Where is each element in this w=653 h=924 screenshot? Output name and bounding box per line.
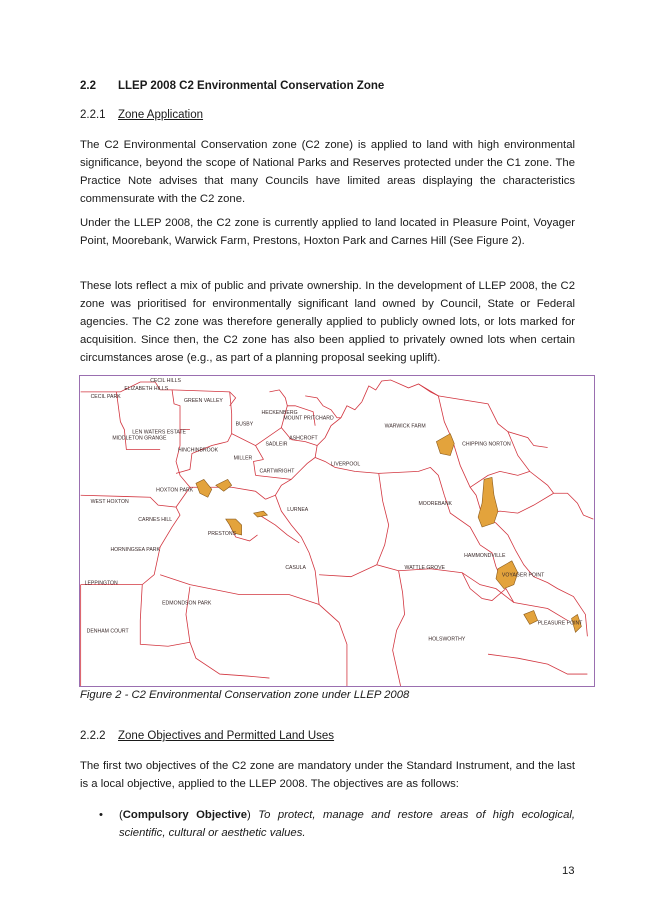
map-label: MIDDLETON GRANGE [112,435,167,442]
map-label: CASULA [285,564,306,571]
subsection-heading-zone-application [80,109,203,121]
map-label: HOXTON PARK [156,487,194,494]
map-label: ASHCROFT [289,435,318,442]
paragraph-c2-locations: Under the LLEP 2008, the C2 zone is currently applied to land located in Pleasure Point, Voyager Point, Moorebank, Warwick Farm, Prestons, Hoxton Park and Carnes Hill (See Figure 2). [80,217,575,247]
map-label: MOUNT PRITCHARD [283,415,334,422]
map-label: WARWICK FARM [384,423,426,430]
section-heading [80,80,384,92]
suburb-boundaries [81,377,594,686]
map-label: MILLER [233,455,253,462]
map-label: CHIPPING NORTON [462,441,511,448]
map-label: CARNES HILL [138,517,173,524]
bullet-text: (Compulsory Objective) To protect, manage and restore areas of high ecological, scientific, cultural or aesthetic values. [119,809,576,839]
map-label: PRESTONS [207,530,237,537]
map-label: CARTWRIGHT [259,468,295,475]
map-label: LURNEA [287,507,309,514]
subsection-heading-objectives [80,730,334,742]
map-label: EDMONDSON PARK [162,600,212,607]
subsection-number: 2.2.2 [80,730,106,742]
subsection-number: 2.2.1 [80,109,106,121]
map-label: HORNINGSEA PARK [110,546,160,553]
map-label: SADLEIR [265,441,288,448]
map-label: WEST HOXTON [90,499,129,506]
page-number: 13 [562,865,575,877]
map-label: WATTLE GROVE [404,564,445,571]
bullet-label: Compulsory Objective [122,809,247,821]
c2-area-moorebank [478,477,498,527]
map-label: CECIL HILLS [150,377,181,384]
map-label: HOLSWORTHY [428,636,466,643]
c2-area-chipping-norton [436,434,454,456]
suburb-labels [85,378,584,642]
map-label: LEN WATERS ESTATE [132,429,186,436]
c2-area-prestons-east [254,511,268,517]
map-label: ELIZABETH HILLS [124,385,169,392]
map-svg [80,376,594,686]
figure-caption: Figure 2 - C2 Environmental Conservation zone under LLEP 2008 [80,689,410,701]
map-label: CECIL PARK [90,393,121,400]
bullet-marker: • [99,809,103,821]
map-label: HINCHINBROOK [178,447,219,454]
c2-area-hoxton-park [196,479,212,497]
paragraph-objectives-intro: The first two objectives of the C2 zone are mandatory under the Standard Instrument, and the last is a local objective, applied to the LLEP 2008. The objectives are as follows: [80,760,575,790]
c2-area-hoxton-park-east [216,479,232,491]
c2-zone-map [79,375,595,687]
map-label: VOYAGER POINT [501,572,545,579]
map-label: LIVERPOOL [331,461,361,468]
map-label: HECKENBERG [261,409,298,416]
map-label: GREEN VALLEY [183,397,223,404]
subsection-title: Zone Objectives and Permitted Land Uses [118,730,335,742]
subsection-title: Zone Application [118,109,204,121]
map-label: BUSBY [235,421,254,428]
c2-area-pleasure-point [524,610,538,624]
section-number: 2.2 [80,80,96,92]
map-label: PLEASURE POINT [537,620,583,627]
map-label: MOOREBANK [418,501,453,508]
bullet-objective: To protect, manage and restore areas of high ecological, scientific, cultural or aesthetic values. [119,809,576,839]
map-label: HAMMONDVILLE [464,552,506,559]
paragraph-c2-intro: The C2 Environmental Conservation zone (C2 zone) is applied to land with high environmental significance, beyond the scope of National Parks and Reserves protected under the C1 zone. The Practice Note advises that many Councils have limited areas displaying the characteristics commensurate with the C2 zone. [80,139,575,205]
paragraph-ownership: These lots reflect a mix of public and private ownership. In the development of LLEP 2008, the C2 zone was prioritised for environmentally significant land owned by Council, State or Federal agencies. The C2 zone was therefore generally applied to publicly owned lots, or lots marked for acquisition. Since then, the C2 zone has also been applied to privately owned lots when certain circumstances arose (e.g., as part of a planning proposal seeking uplift). [80,280,575,364]
map-label: LEPPINGTON [84,580,118,587]
section-title: LLEP 2008 C2 Environmental Conservation Zone [118,80,385,92]
map-label: DENHAM COURT [86,628,129,635]
